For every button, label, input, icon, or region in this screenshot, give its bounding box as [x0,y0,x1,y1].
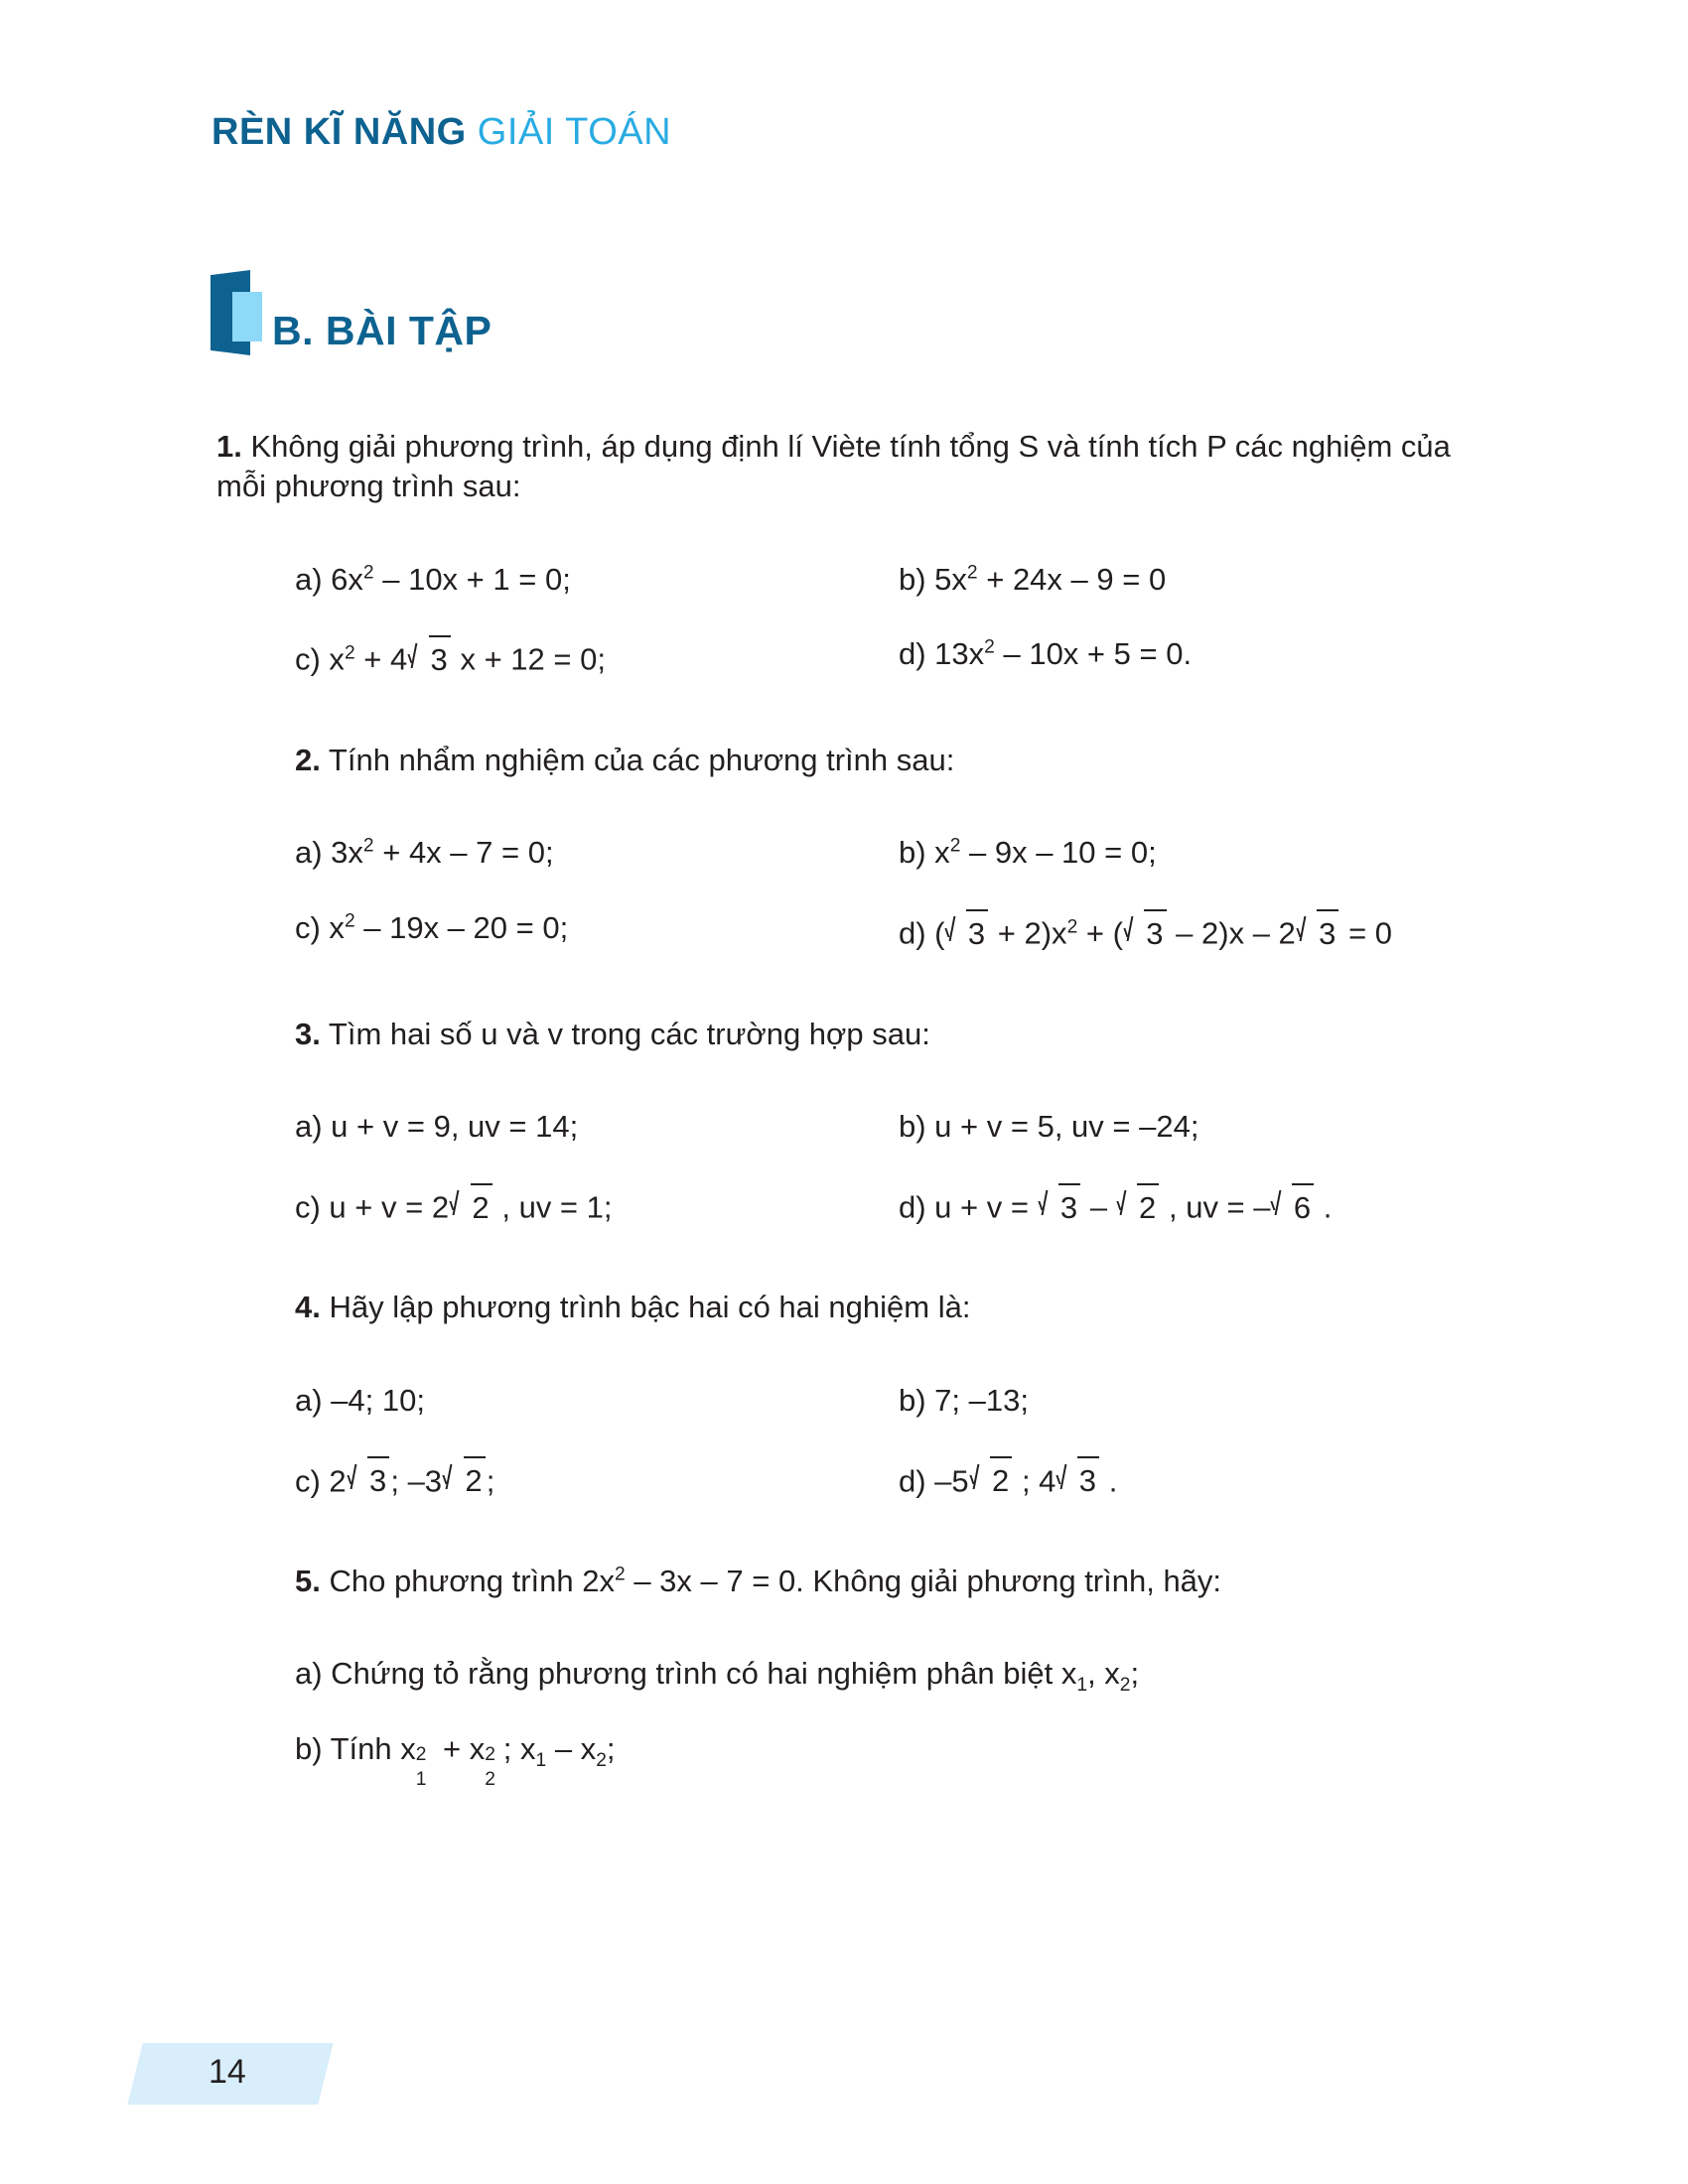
problem-5-item-a [295,1653,1529,1695]
exercise-body [0,427,1688,1791]
p5b-sup1: 2 [415,1744,427,1766]
problem-3 [0,1015,1688,1229]
p3d-p2: – [1081,1189,1116,1225]
p4c-sqrt-2 [443,1455,486,1503]
p1d-pre: d) 13x [899,636,985,672]
problem-5-number: 5. [295,1564,321,1599]
p4c-pre: c) 2 [295,1463,347,1499]
p5-stem-sup: 2 [615,1564,626,1585]
p3d-radicand-1: 3 [1058,1183,1080,1229]
problem-1 [0,427,1688,681]
problem-1-item-d [899,633,1529,681]
problem-4-item-c [295,1455,899,1503]
problem-2-item-a [295,832,899,874]
p1a-sup: 2 [362,562,374,584]
p2c-pre: c) x [295,910,345,946]
p5b-pre: b) Tính x [295,1731,416,1767]
problem-5-item-b [295,1728,1529,1791]
problem-4-number: 4. [295,1290,321,1325]
p1b-post: + 24x – 9 = 0 [977,561,1167,597]
p1b-sup: 2 [966,562,978,584]
problem-2-item-c [295,907,899,955]
problem-4-item-b: b) 7; –13; [899,1382,1029,1418]
p3d-p4: . [1315,1189,1333,1225]
problem-2-item-b [899,832,1529,874]
p1c-sqrt [408,633,451,681]
problem-1-row-cd [295,633,1529,681]
p1c-radicand: 3 [429,635,451,681]
problem-1-stem-line2: P các nghiệm của mỗi phương trình sau: [216,429,1451,504]
problem-1-item-c [295,633,899,681]
running-head-light: GIẢI TOÁN [477,111,672,153]
p5b-mid1: + x [434,1731,486,1767]
problem-2-row-ab [295,832,1529,874]
problem-1-stem [216,427,1475,507]
p2d-p5: = 0 [1339,915,1393,951]
p4c-radicand-2: 2 [464,1456,486,1502]
problem-2-item-d [899,907,1529,955]
p3c-pre: c) u + v = 2 [295,1189,450,1225]
problem-5-stem [295,1562,1465,1601]
problem-2 [0,741,1688,955]
p5b-sub1: 1 [415,1769,427,1791]
problem-3-number: 3. [295,1016,321,1051]
p1b-pre: b) 5x [899,561,967,597]
p1c-post: x + 12 = 0; [451,642,606,678]
problem-3-item-c [295,1181,899,1229]
problem-1-stem-line1: Không giải phương trình, áp dụng định lí Viète tính tổng S và tính tích [250,429,1198,464]
problem-4-stem-line1: Hãy lập phương trình bậc hai có hai nghiệm là: [329,1290,971,1325]
p2d-p2: + 2)x [989,915,1067,951]
p2a-pre: a) 3x [295,835,363,871]
running-head-strong: RÈN KĨ NĂNG [211,111,467,153]
problem-2-stem-line1: Tính nhẩm nghiệm của các phương trình sau: [328,743,955,777]
p2d-sup: 2 [1066,916,1078,938]
book-icon [211,270,266,355]
problem-1-row-ab [295,559,1529,601]
p2d-radicand-2: 3 [1144,909,1166,955]
p5b-post: ; [606,1731,616,1767]
p4c-radicand-1: 3 [367,1456,389,1502]
p4c-mid: ; –3 [390,1463,443,1499]
p2d-sqrt-3 [1297,907,1339,955]
p4c-sqrt-1 [348,1455,390,1503]
problem-3-stem-line1: Tìm hai số u và v trong các trường hợp sau: [328,1016,930,1051]
p1c-pre: c) x [295,642,345,678]
p2d-p3: + ( [1077,915,1123,951]
p5a-pre: a) Chứng tỏ rằng phương trình có hai nghiệm phân biệt x [295,1656,1077,1692]
section-title: B. BÀI TẬP [272,308,492,353]
p2a-sup: 2 [362,835,374,857]
problem-3-row-ab [295,1106,1529,1148]
problem-5 [0,1562,1688,1791]
book-icon-page [232,292,262,341]
p5a-mid: , x [1087,1656,1120,1692]
p5b-sub3: 1 [535,1750,547,1772]
p4d-sqrt-1 [970,1455,1013,1503]
p3d-p1: d) u + v = [899,1189,1038,1225]
problem-4-item-d [899,1455,1529,1503]
p3d-sqrt-2 [1117,1181,1160,1229]
p4c-post: ; [486,1463,495,1499]
p5b-sup2: 2 [485,1744,495,1766]
problem-2-number: 2. [295,743,321,777]
problem-4-stem [295,1288,1465,1327]
p3d-radicand-2: 2 [1137,1183,1159,1229]
p2d-radicand-3: 3 [1317,909,1338,955]
p5-stem-pre: Cho phương trình 2x [329,1564,616,1599]
p3c-sqrt [450,1181,492,1229]
problem-3-row-cd [295,1181,1529,1229]
problem-4-row-ab [295,1380,1529,1422]
p4d-mid: ; 4 [1013,1463,1056,1499]
problem-1-number: 1. [216,429,242,464]
p2d-p1: d) ( [899,915,945,951]
problem-5-row-b [295,1728,1529,1791]
book-icon-spine-front [211,270,232,355]
p3c-radicand: 2 [471,1183,492,1229]
section-heading [211,270,492,355]
p5a-sub1: 1 [1076,1675,1088,1697]
problem-4-row-cd [295,1455,1529,1503]
p2c-post: – 19x – 20 = 0; [354,910,569,946]
p5a-post: ; [1130,1656,1140,1692]
p3c-post: , uv = 1; [492,1189,613,1225]
p4d-post: . [1100,1463,1118,1499]
problem-1-item-a [295,559,899,601]
p1d-post: – 10x + 5 = 0. [994,636,1193,672]
p2d-sqrt-2 [1124,907,1167,955]
p3d-sqrt-1 [1039,1181,1081,1229]
problem-3-item-d [899,1181,1529,1229]
p2b-pre: b) x [899,835,950,871]
p2d-p4: – 2)x – 2 [1167,915,1296,951]
running-head [211,111,671,154]
problem-4 [0,1288,1688,1502]
problem-3-item-b: b) u + v = 5, uv = –24; [899,1109,1199,1144]
p5b-mid2: ; x [502,1731,536,1767]
p1a-pre: a) 6x [295,561,363,597]
p5-stem-post: – 3x – 7 = 0. Không giải phương trình, hãy: [625,1564,1222,1599]
p1a-post: – 10x + 1 = 0; [373,561,571,597]
p1c-sup: 2 [344,642,355,664]
p2b-post: – 9x – 10 = 0; [960,835,1157,871]
problem-1-item-b [899,559,1529,601]
problem-3-stem [295,1015,1465,1054]
p1d-sup: 2 [984,637,995,659]
p2d-radicand-1: 3 [966,909,988,955]
p5b-sub2: 2 [485,1769,495,1791]
problem-4-item-a: a) –4; 10; [295,1382,425,1418]
p5a-sub2: 2 [1119,1675,1131,1697]
p2d-sqrt-1 [946,907,989,955]
p5b-sub4: 2 [596,1750,607,1772]
p5b-mid3: – x [546,1731,597,1767]
p4d-pre: d) –5 [899,1463,969,1499]
problem-3-item-a: a) u + v = 9, uv = 14; [295,1109,579,1144]
page-number: 14 [209,2053,246,2091]
p2c-sup: 2 [344,910,355,932]
p1c-mid: + 4 [354,642,408,678]
p3d-p3: , uv = – [1160,1189,1271,1225]
p3d-radicand-3: 6 [1292,1183,1314,1229]
p2a-post: + 4x – 7 = 0; [373,835,554,871]
problem-2-stem [295,741,1465,780]
problem-5-row-a [295,1653,1529,1695]
p2b-sup: 2 [949,835,961,857]
p4d-radicand-2: 3 [1077,1456,1099,1502]
problem-2-row-cd [295,907,1529,955]
p3d-sqrt-3 [1272,1181,1315,1229]
p4d-radicand-1: 2 [990,1456,1012,1502]
p4d-sqrt-2 [1056,1455,1099,1503]
